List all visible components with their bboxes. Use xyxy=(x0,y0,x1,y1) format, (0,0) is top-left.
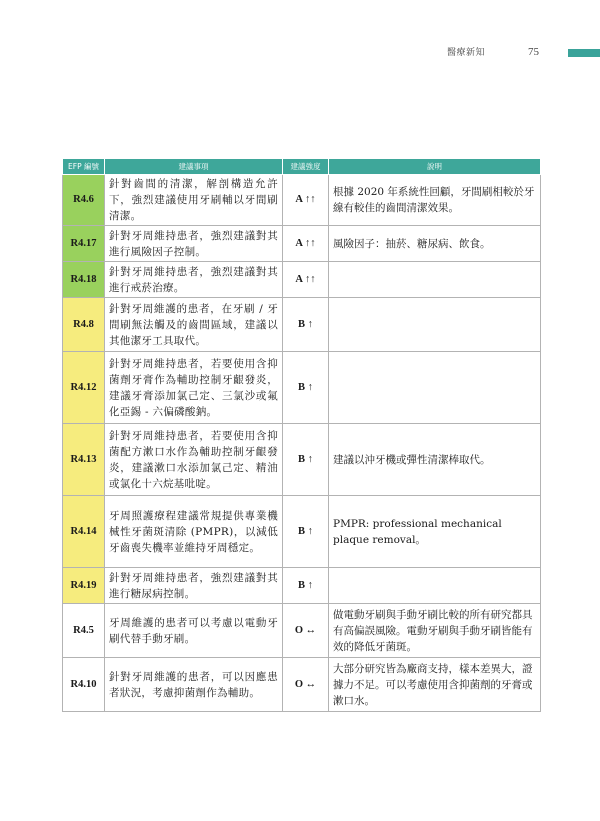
recommendation-text: 牙周照護療程建議常規提供專業機械性牙菌斑清除 (PMPR)，以減低牙齒喪失機率並維持牙周穩定。 xyxy=(105,496,283,568)
strength-grade: B ↑ xyxy=(283,352,329,424)
table-row xyxy=(63,496,541,568)
page-header xyxy=(0,46,600,66)
efp-code: R4.19 xyxy=(63,568,105,604)
efp-code: R4.5 xyxy=(63,604,105,658)
table-row xyxy=(63,568,541,604)
explanation-text: 根據 2020 年系統性回顧，牙間刷相較於牙線有較佳的齒間清潔效果。 xyxy=(329,175,541,226)
table-header-row xyxy=(63,159,541,175)
recommendation-text: 針對牙周維持患者，強烈建議對其進行戒菸治療。 xyxy=(105,262,283,298)
table-row xyxy=(63,175,541,226)
efp-code: R4.6 xyxy=(63,175,105,226)
recommendation-text: 針對牙周維持患者，強烈建議對其進行糖尿病控制。 xyxy=(105,568,283,604)
efp-code: R4.12 xyxy=(63,352,105,424)
recommendation-text: 針對牙周維護的患者，在牙刷 / 牙間刷無法觸及的齒間區域，建議以其他潔牙工具取代。 xyxy=(105,298,283,352)
explanation-text xyxy=(329,262,541,298)
table-row xyxy=(63,658,541,712)
table-row xyxy=(63,262,541,298)
explanation-text: 建議以沖牙機或彈性清潔棒取代。 xyxy=(329,424,541,496)
strength-grade: B ↑ xyxy=(283,424,329,496)
page-number: 75 xyxy=(528,46,539,58)
strength-grade: A ↑↑ xyxy=(283,226,329,262)
explanation-text xyxy=(329,298,541,352)
explanation-text: PMPR: professional mechanical plaque removal。 xyxy=(329,496,541,568)
recommendation-text: 針對牙周維護的患者，可以因應患者狀況，考慮抑菌劑作為輔助。 xyxy=(105,658,283,712)
table-row xyxy=(63,604,541,658)
strength-grade: A ↑↑ xyxy=(283,262,329,298)
strength-grade: B ↑ xyxy=(283,496,329,568)
table-row xyxy=(63,298,541,352)
table-row xyxy=(63,226,541,262)
recommendation-text: 針對牙周維持患者，若要使用含抑菌配方漱口水作為輔助控制牙齦發炎，建議漱口水添加氯己定、精油或氯化十六烷基吡啶。 xyxy=(105,424,283,496)
efp-code: R4.18 xyxy=(63,262,105,298)
recommendation-text: 針對牙周維持患者，強烈建議對其進行風險因子控制。 xyxy=(105,226,283,262)
header-recommendation: 建議事項 xyxy=(105,159,283,175)
table-row xyxy=(63,352,541,424)
explanation-text xyxy=(329,568,541,604)
strength-grade: A ↑↑ xyxy=(283,175,329,226)
recommendation-table xyxy=(62,158,541,712)
strength-grade: B ↑ xyxy=(283,298,329,352)
efp-code: R4.10 xyxy=(63,658,105,712)
efp-code: R4.8 xyxy=(63,298,105,352)
table-row xyxy=(63,424,541,496)
efp-code: R4.13 xyxy=(63,424,105,496)
explanation-text: 做電動牙刷與手動牙刷比較的所有研究都具有高偏誤風險。電動牙刷與手動牙刷皆能有效的降低牙菌斑。 xyxy=(329,604,541,658)
explanation-text: 風險因子：抽菸、糖尿病、飲食。 xyxy=(329,226,541,262)
efp-code: R4.14 xyxy=(63,496,105,568)
efp-code: R4.17 xyxy=(63,226,105,262)
header-strength: 建議強度 xyxy=(283,159,329,175)
explanation-text: 大部分研究皆為廠商支持，樣本差異大，證據力不足。可以考慮使用含抑菌劑的牙膏或漱口水。 xyxy=(329,658,541,712)
recommendation-text: 針對齒間的清潔，解剖構造允許下，強烈建議使用牙刷輔以牙間刷清潔。 xyxy=(105,175,283,226)
header-explanation: 說明 xyxy=(329,159,541,175)
strength-grade: O ↔ xyxy=(283,658,329,712)
header-efp-code: EFP 編號 xyxy=(63,159,105,175)
section-title: 醫療新知 xyxy=(447,48,486,58)
explanation-text xyxy=(329,352,541,424)
header-accent-bar xyxy=(568,49,600,57)
strength-grade: O ↔ xyxy=(283,604,329,658)
recommendation-text: 針對牙周維持患者，若要使用含抑菌劑牙膏作為輔助控制牙齦發炎，建議牙膏添加氯己定、三氯沙或氟化亞錫 - 六偏磷酸鈉。 xyxy=(105,352,283,424)
strength-grade: B ↑ xyxy=(283,568,329,604)
recommendation-text: 牙周維護的患者可以考慮以電動牙刷代替手動牙刷。 xyxy=(105,604,283,658)
